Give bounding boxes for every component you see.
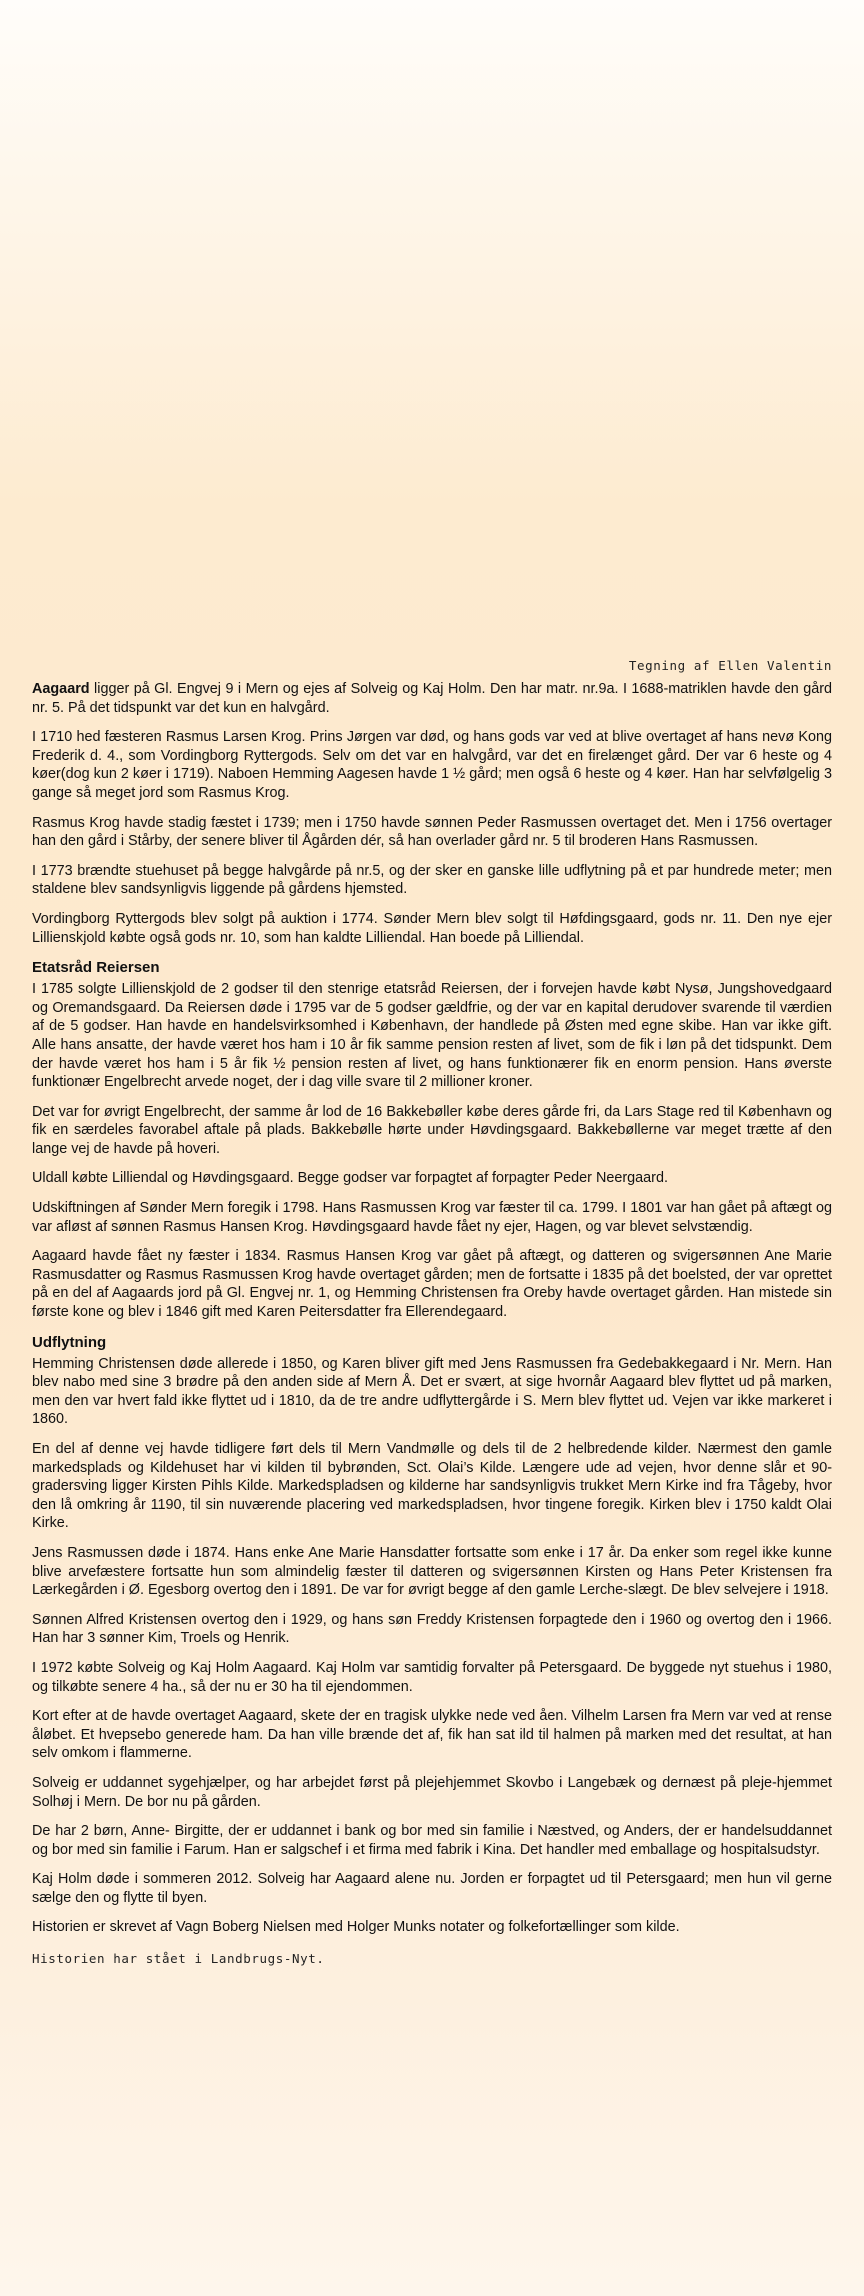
article-body (32, 680, 832, 1966)
illustration-area (32, 0, 832, 650)
paragraph: Historien er skrevet af Vagn Boberg Nielsen med Holger Munks notater og folkefortællinger som kilde. (32, 1919, 680, 1936)
paragraph: Rasmus Krog havde stadig fæstet i 1739; men i 1750 havde sønnen Peder Rasmussen overtaget det. Men i 1756 overtager han den gård i Stårby, der senere bliver til Ågården dér, så han overlader gård nr. 5 til broderen Hans Rasmussen. (32, 814, 832, 850)
paragraph: Vordingborg Ryttergods blev solgt på auktion i 1774. Sønder Mern blev solgt til Høfdingsgaard, gods nr. 11. Den nye ejer Lillienskjold købte også gods nr. 10, som han kaldte Lilliendal. Han boede på Lilliendal. (32, 910, 832, 946)
paragraph: Aagaard havde fået ny fæster i 1834. Rasmus Hansen Krog var gået på aftægt, og datteren og svigersønnen Ane Marie Rasmusdatter og Rasmus Rasmussen Krog havde overtaget gården; men de fortsatte i 1835 på det boelsted, der var oprettet på en del af Aagaards jord på Gl. Engvej nr. 1, og Hemming Christensen fra Oreby havde overtaget gården. Han mistede sin første kone og blev i 1846 gift med Karen Peitersdatter fra Ellerendegaard. (32, 1248, 832, 1321)
section-heading-udflytning: Udflytning (32, 1333, 107, 1351)
paragraph: Hemming Christensen døde allerede i 1850, og Karen bliver gift med Jens Rasmussen fra Gedebakkegaard i Nr. Mern. Han blev nabo med sine 3 brødre på den anden side af Mern Å. Det er svært, at sige hvornår Aagaard blev flyttet ud på marken, men den var hvert fald ikke flyttet ud i 1810, da de tre andre udflyttergårde i S. Mern blev flyttet ud. Vejen var ikke markeret i 1860. (32, 1355, 832, 1428)
paragraph: En del af denne vej havde tidligere ført dels til Mern Vandmølle og dels til de 2 helbredende kilder. Nærmest den gamle markedsplads og Kildehuset har vi kilden til bybrønden, Sct. Olai’s Kilde. Længere ude ad vejen, hvor denne slår et 90-gradersving ligger Kirsten Pihls Kilde. Markedspladsen og kilderne har sandsynligvis trukket Mern Kirke ind fra Tågeby, hvor den lå omkring år 1190, til sin nuværende placering ved markedspladsen, hvor tingene foregik. Kirken blev i 1750 kaldt Olai Kirke. (32, 1441, 832, 1532)
image-caption: Tegning af Ellen Valentin (628, 658, 832, 673)
paragraph: Uldall købte Lilliendal og Høvdingsgaard. Begge godser var forpagtet af forpagter Peder Neergaard. (32, 1170, 668, 1187)
paragraph: I 1972 købte Solveig og Kaj Holm Aagaard. Kaj Holm var samtidig forvalter på Petersgaard. De byggede nyt stuehus i 1980, og tilkøbte senere 4 ha., så der nu er 30 ha til ejendommen. (32, 1659, 832, 1695)
paragraph: I 1710 hed fæsteren Rasmus Larsen Krog. Prins Jørgen var død, og hans gods var ved at blive overtaget af hans nevø Kong Frederik d. 4., som Vordingborg Ryttergods. Selv om det var en halvgård, var det en firelænget gård. Der var 6 heste og 4 køer(dog kun 2 køer i 1719). Naboen Hemming Aagesen havde 1 ½ gård; men også 6 heste og 4 køer. Han har selvfølgelig 3 gange så meget jord som Rasmus Krog. (32, 729, 832, 801)
paragraph: De har 2 børn, Anne- Birgitte, der er uddannet i bank og bor med sin familie i Næstved, og Anders, der er handelsuddannet og bor med sin familie i Farum. Han er salgschef i et firma med fabrik i Kina. Det handler med emballage og hospitalsudstyr. (32, 1823, 832, 1858)
paragraph: Kaj Holm døde i sommeren 2012. Solveig har Aagaard alene nu. Jorden er forpagtet ud til Petersgaard; men hun vil gerne sælge den og flytte til byen. (32, 1871, 832, 1906)
intro-text: ligger på Gl. Engvej 9 i Mern og ejes af Solveig og Kaj Holm. Den har matr. nr.9a. I 1688-matriklen havde den gård nr. 5. På det tidspunkt var det kun en halvgård. (32, 681, 832, 716)
paragraph: Det var for øvrigt Engelbrecht, der samme år lod de 16 Bakkebøller købe deres gårde fri, da Lars Stage red til København og fik en særdeles favorabel aftale på plads. Bakkebølle hørte under Høvdingsgaard. Bakkebøllerne var meget trætte af den lange vej de havde på hoveri. (32, 1103, 832, 1157)
footer-note: Historien har stået i Landbrugs-Nyt. (32, 1951, 325, 1967)
section-heading-etatsraad: Etatsråd Reiersen (32, 959, 160, 977)
paragraph: I 1785 solgte Lillienskjold de 2 godser til den stenrige etatsråd Reiersen, der i forvejen havde købt Nysø, Jungshovedgaard og Oremandsgaard. Da Reiersen døde i 1795 var de 5 godser gældfrie, og der var en kapital derudover svarende til værdien af de 5 godser. Han havde en handelsvirksomhed i København, der handlede på Østen med egne skibe. Han var ikke gift. Alle hans ansatte, der havde været hos ham i 10 år fik samme pension resten af livet, som de fik i løn på det tidspunkt. Dem der havde været hos ham i 5 år fik ½ pension resten af livet, og hans funktionærer fik en enorm pension. Hans øverste funktionær Engelbrecht arvede noget, der i dag ville svare til 2 millioner kroner. (32, 981, 832, 1091)
paragraph: Kort efter at de havde overtaget Aagaard, skete der en tragisk ulykke nede ved åen. Vilhelm Larsen fra Mern var ved at rense åløbet. Et hvepsebo generede ham. Da han ville brænde det af, fik han sat ild til halmen på marken med det resultat, at han selv omkom i flammerne. (32, 1708, 832, 1762)
intro-title: Aagaard (32, 681, 90, 697)
intro-paragraph (32, 680, 832, 717)
paragraph: Udskiftningen af Sønder Mern foregik i 1798. Hans Rasmussen Krog var fæster til ca. 1799. I 1801 var han gået på aftægt og var afløst af sønnen Rasmus Hansen Krog. Høvdingsgaard havde fået ny ejer, Hagen, og var blevet selvstændig. (32, 1200, 832, 1235)
paragraph: Solveig er uddannet sygehjælper, og har arbejdet først på plejehjemmet Skovbo i Langebæk og dernæst på pleje-hjemmet Solhøj i Mern. De bor nu på gården. (32, 1774, 832, 1810)
paragraph: Sønnen Alfred Kristensen overtog den i 1929, og hans søn Freddy Kristensen forpagtede den i 1960 og overtog den i 1966. Han har 3 sønner Kim, Troels og Henrik. (32, 1611, 832, 1647)
paragraph: Jens Rasmussen døde i 1874. Hans enke Ane Marie Hansdatter fortsatte som enke i 17 år. Da enker som regel ikke kunne blive arvefæstere fortsatte hun som almindelig fæster til datteren og svigersønnen Kirsten og Hans Peter Kristensen fra Lærkegården i Ø. Egesborg overtog den i 1891. De var for øvrigt begge af den gamle Lerche-slægt. De blev selvejere i 1918. (32, 1544, 832, 1599)
paragraph: I 1773 brændte stuehuset på begge halvgårde på nr.5, og der sker en ganske lille udflytning på et par hundrede meter; men staldene blev sandsynligvis liggende på gårdens hjemsted. (32, 862, 832, 898)
